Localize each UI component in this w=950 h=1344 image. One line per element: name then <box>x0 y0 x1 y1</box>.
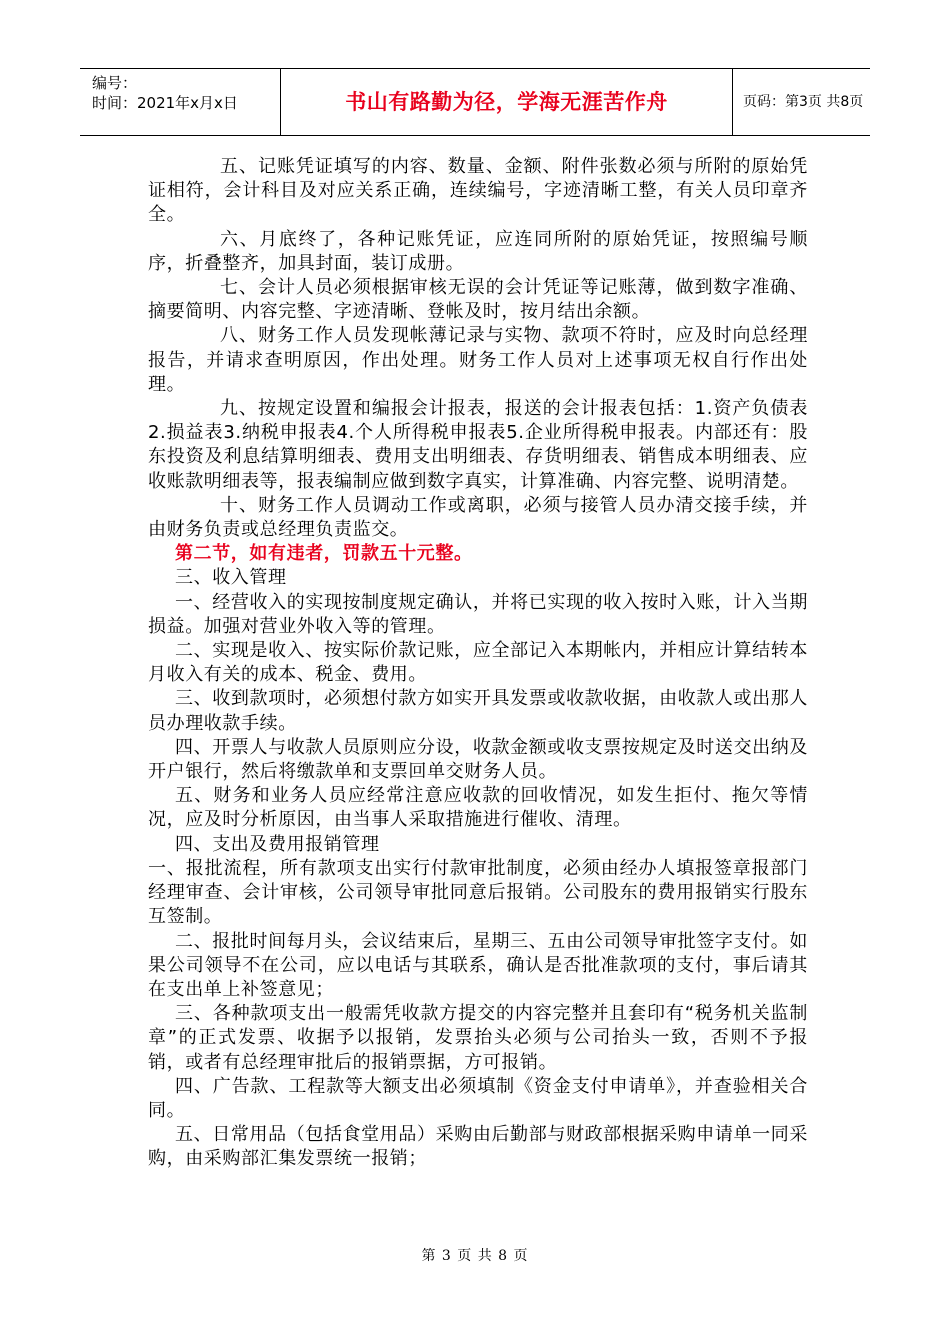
section-heading-income: 三、收入管理 <box>175 567 287 589</box>
paragraph-item-9: 九、按规定设置和编报会计报表，报送的会计报表包括：1.资产负债表2.损益表3.纳税申报表4.个人所得税申报表5.企业所得税申报表。内部还有：股东投资及利息结算明细表、费用支出明细表、存货明细表、销售成本明细表、应收账款明细表等，报表编制应做到数字真实，计算准确、内容完整、说明清楚。 <box>148 398 808 492</box>
paragraph-item-6: 六、月底终了，各种记账凭证，应连同所附的原始凭证，按照编号顺序，折叠整齐，加具封面，装订成册。 <box>148 228 808 274</box>
expense-item-5: 五、日常用品（包括食堂用品）采购由后勤部与财政部根据采购申请单一同采购，由采购部汇集发票统一报销； <box>148 1124 808 1170</box>
paragraph-item-8: 八、财务工作人员发现帐薄记录与实物、款项不符时，应及时向总经理报告，并请求查明原因，作出处理。财务工作人员对上述事项无权自行作出处理。 <box>148 325 808 395</box>
section-heading-expense: 四、支出及费用报销管理 <box>175 833 380 855</box>
expense-item-3: 三、各种款项支出一般需凭收款方提交的内容完整并且套印有“税务机关监制章”的正式发票、收据予以报销，发票抬头必须与公司抬头一致，否则不予报销，或者有总经理审批后的报销票据，方可报销。 <box>148 1003 808 1073</box>
header-motto: 书山有路勤为径，学海无涯苦作舟 <box>281 69 733 135</box>
expense-item-1: 一、报批流程，所有款项支出实行付款审批制度，必须由经办人填报签章报部门经理审查、会计审核，公司领导审批同意后报销。公司股东的费用报销实行股东互签制。 <box>148 857 808 928</box>
paragraph-item-5: 五、记账凭证填写的内容、数量、金额、附件张数必须与所附的原始凭证相符，会计科目及对应关系正确，连续编号，字迹清晰工整，有关人员印章齐全。 <box>148 156 808 226</box>
header-page-number: 页码：第3页 共8页 <box>743 94 864 110</box>
expense-item-4: 四、广告款、工程款等大额支出必须填制《资金支付申请单》，并查验相关合同。 <box>148 1075 808 1121</box>
document-body <box>148 155 808 1172</box>
document-number-label: 编号： <box>92 74 138 92</box>
paragraph-item-7: 七、会计人员必须根据审核无误的会计凭证等记账薄，做到数字准确、摘要简明、内容完整、字迹清晰、登帐及时，按月结出余额。 <box>148 277 808 323</box>
income-item-4: 四、开票人与收款人员原则应分设，收款金额或收支票按规定及时送交出纳及开户银行，然后将缴款单和支票回单交财务人员。 <box>148 736 808 783</box>
income-item-1: 一、经营收入的实现按制度规定确认，并将已实现的收入按时入账，计入当期损益。加强对营业外收入等的管理。 <box>148 591 808 637</box>
paragraph-item-10: 十、财务工作人员调动工作或离职，必须与接管人员办清交接手续，并由财务负责或总经理负责监交。 <box>148 494 808 541</box>
expense-item-2: 二、报批时间每月头，会议结束后，星期三、五由公司领导审批签字支付。如果公司领导不在公司，应以电话与其联系，确认是否批准款项的支付，事后请其在支出单上补签意见； <box>148 930 808 1000</box>
income-item-3: 三、收到款项时，必须想付款方如实开具发票或收款收据，由收款人或出那人员办理收款手续。 <box>148 688 808 734</box>
income-item-5: 五、财务和业务人员应经常注意应收款的回收情况，如发生拒付、拖欠等情况，应及时分析原因，由当事人采取措施进行催收、清理。 <box>148 785 808 831</box>
page-header <box>80 68 870 136</box>
section-penalty-heading: 第二节，如有违者，罚款五十元整。 <box>175 543 473 565</box>
header-meta <box>80 69 281 135</box>
income-item-2: 二、实现是收入、按实际价款记账，应全部记入本期帐内，并相应计算结转本月收入有关的成本、税金、费用。 <box>148 640 808 686</box>
page-footer: 第 3 页 共 8 页 <box>421 1248 529 1264</box>
document-date-label: 时间：2021年x月x日 <box>92 94 238 112</box>
